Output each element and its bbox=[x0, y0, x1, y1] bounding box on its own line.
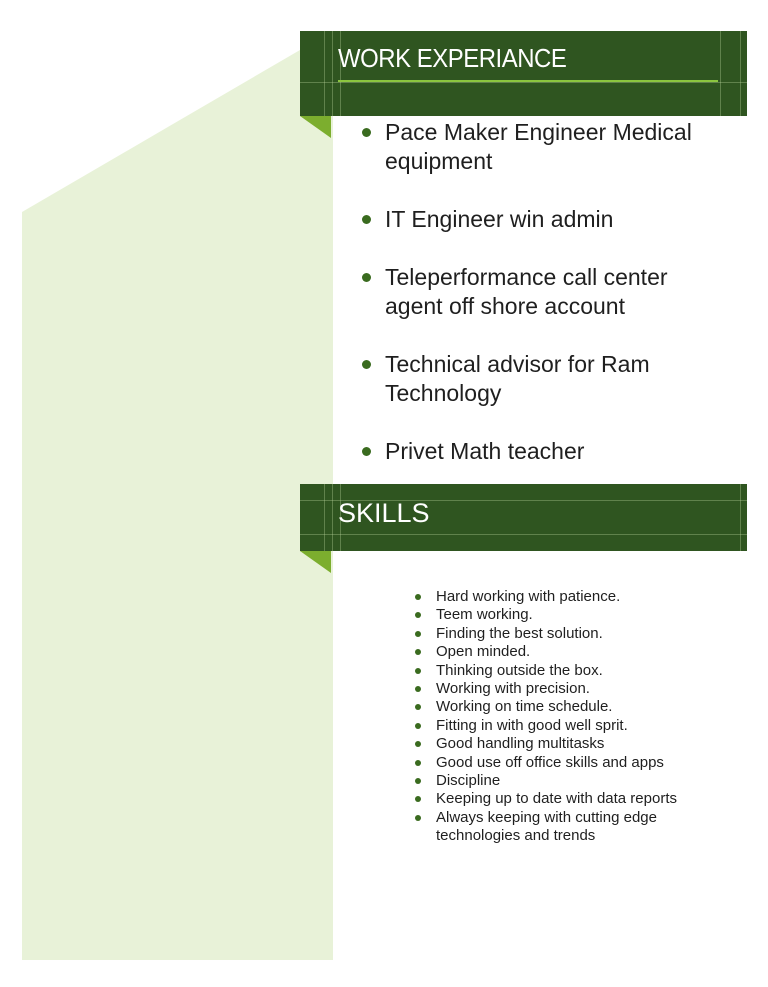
ribbon-fold-2 bbox=[300, 551, 332, 575]
bullet-icon bbox=[415, 649, 421, 655]
work-experience-header bbox=[300, 31, 747, 116]
list-item: Working with precision. bbox=[414, 680, 734, 698]
bullet-icon bbox=[362, 360, 371, 369]
list-item: Hard working with patience. bbox=[414, 588, 734, 606]
list-item: Technical advisor for Ram Technology bbox=[362, 350, 722, 408]
list-item: Finding the best solution. bbox=[414, 625, 734, 643]
bullet-icon bbox=[415, 704, 421, 710]
list-item: Working on time schedule. bbox=[414, 698, 734, 716]
list-item: Fitting in with good well sprit. bbox=[414, 717, 734, 735]
bullet-icon bbox=[415, 612, 421, 618]
bullet-icon bbox=[415, 631, 421, 637]
bullet-icon bbox=[415, 686, 421, 692]
list-item: Thinking outside the box. bbox=[414, 662, 734, 680]
list-item: Open minded. bbox=[414, 643, 734, 661]
list-item: Pace Maker Engineer Medical equipment bbox=[362, 118, 722, 176]
list-item: Teem working. bbox=[414, 606, 734, 624]
work-experience-list bbox=[362, 118, 722, 495]
side-panel-shape bbox=[22, 50, 333, 960]
ribbon-fold-1 bbox=[300, 116, 332, 140]
bullet-icon bbox=[415, 668, 421, 674]
bullet-icon bbox=[415, 741, 421, 747]
bullet-icon bbox=[362, 447, 371, 456]
bullet-icon bbox=[415, 815, 421, 821]
list-item: Discipline bbox=[414, 772, 734, 790]
skills-list bbox=[414, 588, 734, 846]
list-item: Good use off office skills and apps bbox=[414, 754, 734, 772]
skills-title: SKILLS bbox=[338, 498, 430, 528]
bullet-icon bbox=[415, 594, 421, 600]
list-item: Keeping up to date with data reports bbox=[414, 790, 734, 808]
list-item: Privet Math teacher bbox=[362, 437, 722, 466]
bullet-icon bbox=[362, 215, 371, 224]
bullet-icon bbox=[362, 273, 371, 282]
skills-header bbox=[300, 484, 747, 551]
bullet-icon bbox=[415, 778, 421, 784]
list-item: Good handling multitasks bbox=[414, 735, 734, 753]
title-underline bbox=[338, 80, 718, 82]
bullet-icon bbox=[415, 723, 421, 729]
bullet-icon bbox=[415, 796, 421, 802]
work-experience-title: WORK EXPERIANCE bbox=[338, 43, 567, 73]
list-item: Teleperformance call center agent off shore account bbox=[362, 263, 722, 321]
bullet-icon bbox=[415, 760, 421, 766]
bullet-icon bbox=[362, 128, 371, 137]
list-item: Always keeping with cutting edge technologies and trends bbox=[414, 809, 734, 846]
list-item: IT Engineer win admin bbox=[362, 205, 722, 234]
